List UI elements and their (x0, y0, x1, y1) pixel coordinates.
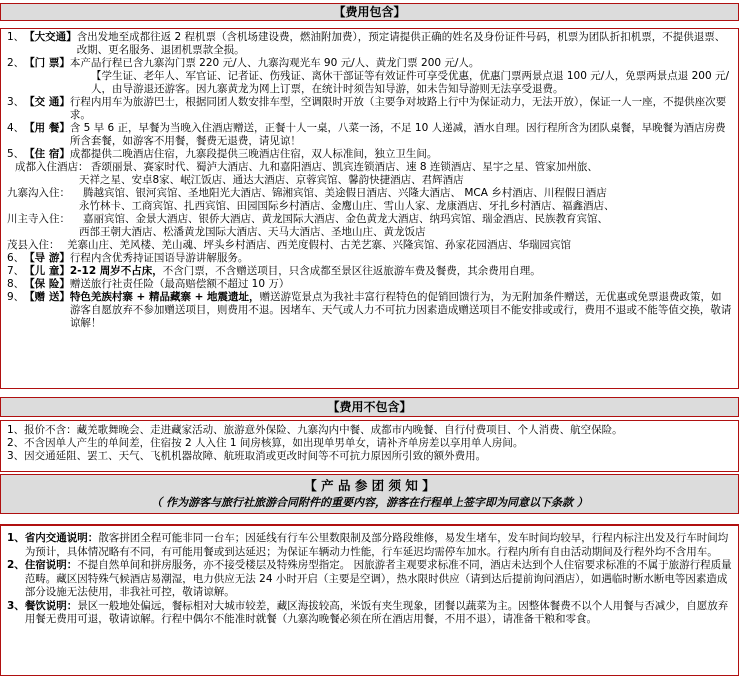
list-item: 6、 【导 游】 行程内含优秀持证国语导游讲解服务。 (7, 252, 249, 264)
list-item: 3、因交通延阻、罢工、天气、飞机机器故障、航班取消或更改时间等不可抗力原因所引致的额外费用。 (7, 450, 487, 462)
list-item: 7、 【儿 童】 2-12 周岁不占床，不含门票，不含赠送项目，只含成都至景区往返旅游车费及餐费，其余费用自理。 (7, 265, 541, 277)
hotel-list-jiuzhaigou-cont: 永竹林卡、工商宾馆、扎西宾馆、田园国际乡村酒店、金鹰山庄、雪山人家、龙康酒店、牙扎乡村酒店、福鑫酒店、 (79, 200, 615, 212)
list-item: 1、 省内交通说明：散客拼团全程可能非同一台车；因延线有行车公里数限制及部分路段维修，易发生堵车，发车时间均较早，行程内标注出发及行车时间均为预计，具体情况略有不同，有可能用餐或到达延迟；为保证车辆动力性能，行车延迟均需停车加水。行程内所有自由活动期间及行程外均不含用车。 (7, 532, 729, 558)
list-item: 9、 【赠 送】 特色羌族村寨 + 精品藏寨 + 地震遗址，赠送游览景点为我社丰富行程特色的促销回馈行为，为无附加条件赠送，无优惠或免票退费政策，如游客自愿放弃不参加赠送项目，则费用不退。因堵车、天气或人力不可抗力因素造成赠送项目不能安排或或行，费用不退或不能等值交换，敬请谅解！ (7, 291, 732, 329)
list-item: 2、 【门 票】 本产品行程已含九寨沟门票 220 元/人、九寨沟观光车 90 元/人、黄龙门票 200 元/人。 (7, 57, 480, 69)
notice-panel (0, 524, 739, 676)
fee-exclude-header (0, 397, 739, 417)
list-item: 1、报价不含：藏羌歌舞晚会、走进藏家活动、旅游意外保险、九寨沟内中餐、成都市内晚餐、自行付费项目、个人消费、航空保险。 (7, 424, 623, 436)
hotel-list-chengdu-cont: 天祥之星、安卓8家、岷江饭店、通达大酒店、京蓉宾馆、馨韵快捷酒店、君辉酒店 (79, 174, 464, 186)
hotel-list-chuanzhusi: 川主寺入住： 嘉丽宾馆、金景大酒店、银侨大酒店、黄龙国际大酒店、金色黄龙大酒店、纳玛宾馆、瑞金酒店、民族教育宾馆、 (7, 213, 608, 225)
list-item: 2、不含因单人产生的单间差，住宿按 2 人入住 1 间房核算，如出现单男单女，请补齐单房差以享用单人房间。 (7, 437, 524, 449)
discount-note: 【学生证、老年人、军官证、记者证、伤残证、离休干部证等有效证件可享受优惠，优惠门票两景点退 100 元/人，免票两景点退 200 元/人，由导游退还游客。因九寨黄龙为网上订票，在统计时须告知导游，如未告知导游则无法享受退费。 (91, 70, 730, 95)
list-item: 4、 【用 餐】 含 5 早 6 正，早餐为当晚入住酒店赠送，正餐十人一桌，八菜一汤，不足 10 人递减，酒水自理。因行程所含为团队桌餐，早晚餐为酒店房费所含套餐，如游客不用餐，餐费无退费，请见谅！ (7, 122, 726, 147)
list-item: 5、 【住 宿】 成都提供二晚酒店住宿，九寨段提供三晚酒店住宿，双人标准间，独立卫生间。 (7, 148, 438, 160)
list-item: 3、 【交 通】 行程内用车为旅游巴士，根据同团人数安排车型，空调限时开放（主要争对坡路上行中为保证动力，无法开放），保证一人一座，不提供座次要求。 (7, 96, 727, 121)
notice-title: 【 产 品 参 团 须 知 】 (304, 478, 435, 493)
list-item: 2、 住宿说明：不提自然单间和拼房服务，亦不接受楼层及特殊房型指定。 因旅游者主观要求标准不同，酒店未达到个人住宿要求标准的不属于旅游行程质量范畴。藏区因特殊气候酒店易潮湿，电力供应无法 24 小时开启（主要是空调），热水限时供应（请到达后提前询问酒店），如遇临时断水断电等因素造成部分设施无法使用，非我社可控，敬请谅解。 (7, 559, 732, 598)
hotel-list-chengdu: 成都入住酒店： 香颂丽景、赛家时代、蜀泸大酒店、九和嘉阳酒店、凯宾连锁酒店、速 8 连锁酒店、星宇之星、管家加州旅、 (15, 161, 598, 173)
notice-header (0, 474, 739, 514)
hotel-list-jiuzhaigou: 九寨沟入住： 腾越宾馆、银河宾馆、圣地阳光大酒店、锦湘宾馆、美途假日酒店、兴隆大酒店、 MCA 乡村酒店、川程假日酒店 (7, 187, 607, 199)
hotel-list-chuanzhusi-cont: 西部王朝大酒店、松潘黄龙国际大酒店、天马大酒店、圣地山庄、黄龙饭店 (79, 226, 426, 238)
list-item: 3、 餐饮说明：景区一般地处偏远，餐标相对大城市较差，藏区海拔较高，米饭有夹生现象，团餐以蔬菜为主。因整体餐费不以个人用餐与否减少，自愿放弃用餐无费用可退，敬请谅解。行程中偶尔不能准时就餐（九寨沟晚餐必须在所在酒店用餐，不用不退），请准备干粮和零食。 (7, 599, 729, 625)
fee-exclude-title: 【费用不包含】 (327, 400, 412, 414)
fee-include-header (0, 3, 739, 21)
list-item: 1、 【大交通】 含出发地至成都往返 2 程机票（含机场建设费，燃油附加费），预定请提供正确的姓名及身份证件号码，机票为团队折扣机票，不提供退票、改期、更名服务、退团机票款全损。 (7, 31, 726, 56)
fee-include-title: 【费用包含】 (333, 5, 406, 19)
hotel-list-maoxian: 茂县入住： 羌寨山庄、羌风楼、羌山魂、坪头乡村酒店、西羌度假村、古羌艺寨、兴隆宾馆、孙家花园酒店、华瑞园宾馆 (7, 239, 571, 251)
list-item: 8、 【保 险】 赠送旅行社责任险（最高赔偿额不超过 10 万） (7, 278, 290, 290)
fee-include-panel (0, 28, 739, 389)
fee-exclude-panel (0, 420, 739, 472)
notice-subtitle: （ 作为游客与旅行社旅游合同附件的重要内容，游客在行程单上签字即为同意以下条款 ） (151, 496, 588, 509)
